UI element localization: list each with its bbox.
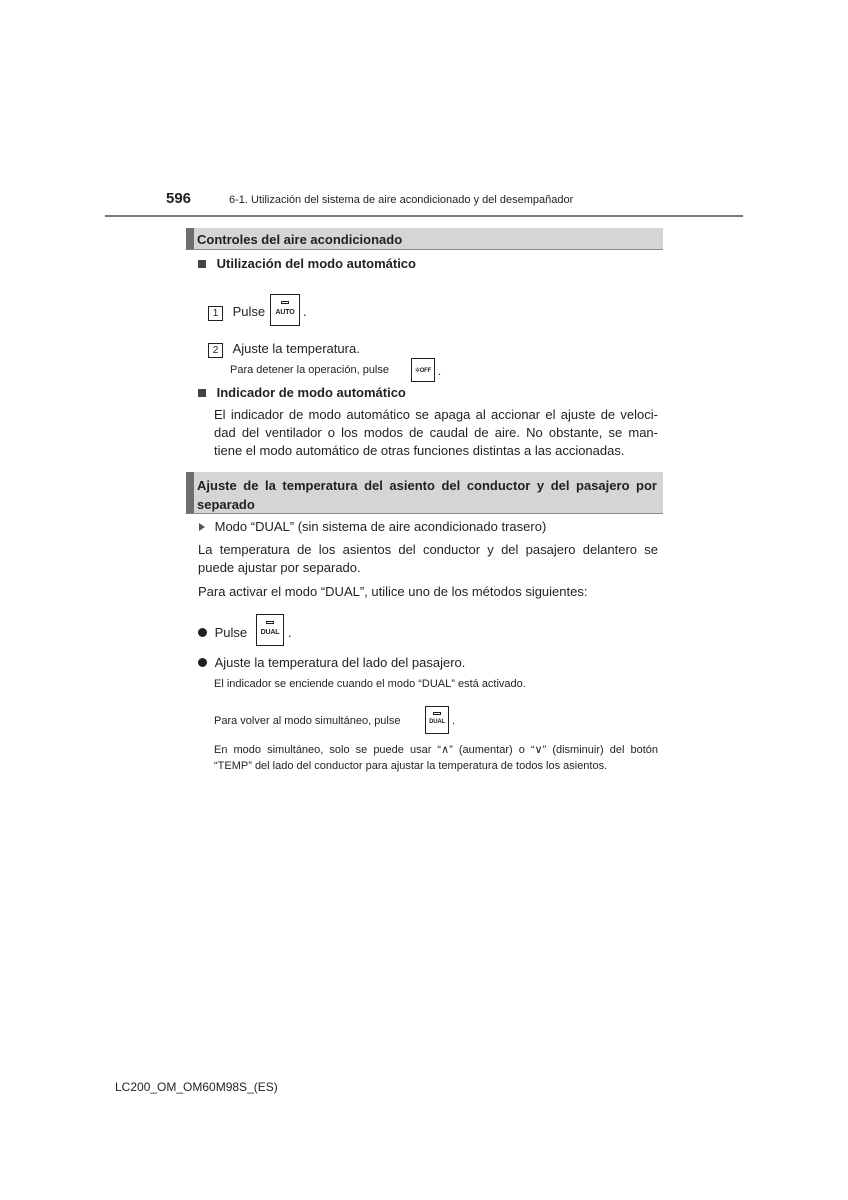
auto-indicator-paragraph	[214, 406, 658, 460]
step-number-box: 2	[208, 343, 223, 358]
auto-button-label: AUTO	[275, 309, 295, 316]
step-1-period: .	[303, 304, 307, 319]
section-heading-text: separado	[197, 497, 255, 512]
note-line: “TEMP” del lado del conductor para ajustar la temperatura de todos los asientos.	[214, 760, 608, 772]
off-button-label: ✲OFF	[414, 368, 432, 374]
section-heading-text: Ajuste de la temperatura del asiento del conductor y del pasajero por	[197, 478, 657, 493]
note-2-period: .	[452, 715, 456, 727]
step-text: Ajuste la temperatura.	[232, 341, 360, 356]
bullet-1-period: .	[288, 625, 292, 640]
paragraph-line: dad del ventilador o los modos de caudal de aire. No obstante, se man-	[214, 425, 658, 440]
dual-paragraph-2: Para activar el modo “DUAL”, utilice uno de los métodos siguientes:	[198, 584, 588, 599]
footer-code: LC200_OM_OM60M98S_(ES)	[115, 1080, 278, 1094]
subheading-auto-indicator	[198, 384, 406, 402]
square-bullet-icon	[198, 260, 206, 268]
stop-note: Para detener la operación, pulse	[230, 364, 389, 376]
bullet-text: Ajuste la temperatura del lado del pasajero.	[214, 655, 466, 670]
bullet-text: Pulse	[214, 625, 248, 640]
paragraph-line: puede ajustar por separado.	[198, 560, 361, 575]
mode-label	[199, 518, 546, 536]
subheading-auto-mode	[198, 255, 416, 273]
dual-button-small[interactable]	[425, 706, 449, 734]
header-divider	[105, 215, 743, 217]
triangle-bullet-icon	[199, 523, 205, 531]
step-number-box: 1	[208, 306, 223, 321]
bullet-dot-icon	[198, 658, 207, 667]
note-line: En modo simultáneo, solo se puede usar “∧” (aumentar) o “∨” (disminuir) del botón	[214, 744, 658, 756]
subheading-text: Utilización del modo automático	[216, 256, 416, 271]
section-heading-dual-temp	[186, 472, 663, 514]
dual-button-label: DUAL	[260, 629, 280, 636]
auto-button[interactable]	[270, 294, 300, 326]
stop-note-period: .	[438, 366, 442, 378]
mode-label-text: Modo “DUAL” (sin sistema de aire acondicionado trasero)	[214, 519, 547, 534]
note-indicator-on: El indicador se enciende cuando el modo “DUAL” está activado.	[214, 678, 526, 690]
chapter-title: 6-1. Utilización del sistema de aire acondicionado y del desempañador	[229, 194, 574, 206]
indicator-light-icon	[266, 621, 274, 624]
dual-button-label: DUAL	[429, 719, 445, 725]
subheading-text: Indicador de modo automático	[216, 385, 406, 400]
square-bullet-icon	[198, 389, 206, 397]
indicator-light-icon	[433, 712, 441, 715]
note-return-simultaneous: Para volver al modo simultáneo, pulse	[214, 715, 401, 727]
bullet-dot-icon	[198, 628, 207, 637]
bullet-press-dual	[198, 624, 247, 642]
section-heading-text: Controles del aire acondicionado	[197, 232, 403, 247]
bullet-adjust-passenger	[198, 654, 465, 672]
dual-button[interactable]	[256, 614, 284, 646]
step-1	[208, 303, 265, 321]
fan-icon: ✲	[414, 368, 420, 374]
paragraph-line: tiene el modo automático de otras funciones distintas a las accionadas.	[214, 443, 625, 458]
off-button[interactable]	[411, 358, 435, 382]
paragraph-line: El indicador de modo automático se apaga al accionar el ajuste de veloci-	[214, 407, 658, 422]
step-text: Pulse	[232, 304, 266, 319]
dual-paragraph-1	[198, 541, 658, 577]
note-simultaneous-mode	[214, 742, 658, 774]
step-2	[208, 340, 360, 358]
section-heading-ac-controls	[186, 228, 663, 250]
page-number: 596	[166, 190, 192, 207]
paragraph-line: La temperatura de los asientos del conductor y del pasajero delantero se	[198, 542, 658, 557]
indicator-light-icon	[281, 301, 289, 304]
